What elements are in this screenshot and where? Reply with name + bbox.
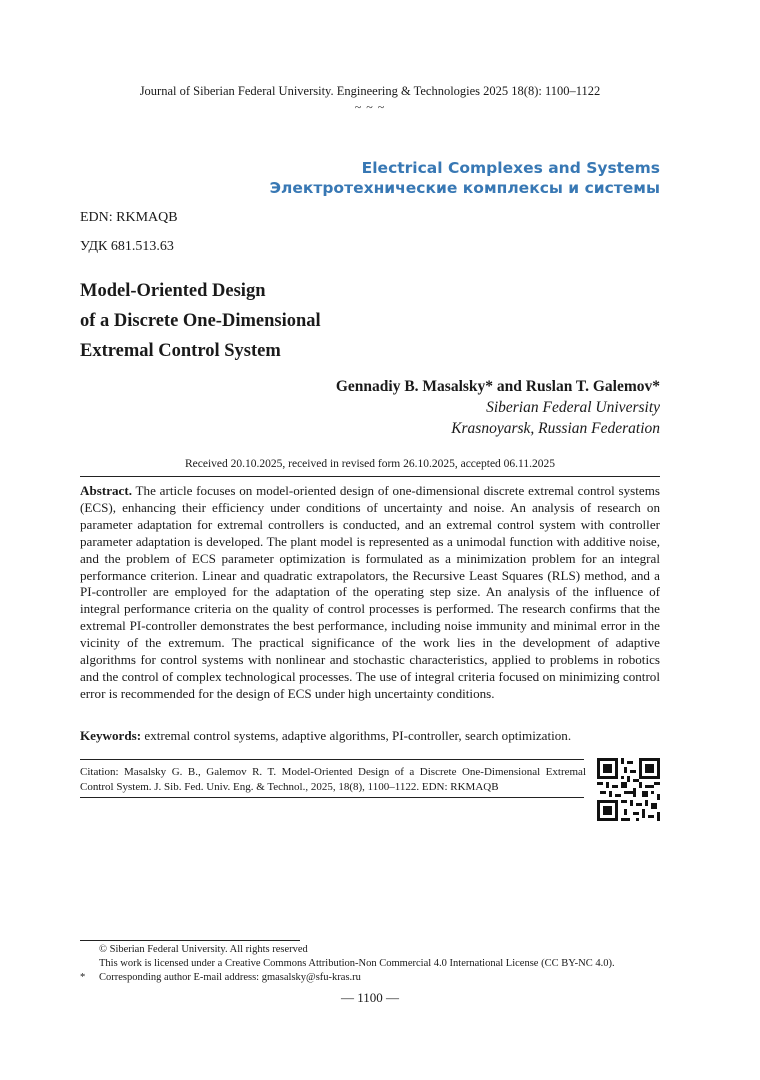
received-dates: Received 20.10.2025, received in revised form 26.10.2025, accepted 06.11.2025 bbox=[184, 458, 556, 470]
udk-label: УДК 681.513.63 bbox=[80, 239, 174, 254]
keywords-text: extremal control systems, adaptive algorithms, PI-controller, search optimization. bbox=[144, 728, 572, 743]
page-number: — 1100 — bbox=[340, 990, 400, 1005]
divider bbox=[80, 797, 584, 798]
footnote-copyright: © Siberian Federal University. All rights reserved bbox=[99, 944, 308, 955]
abstract-label: Abstract. bbox=[80, 483, 132, 498]
section-title-ru: Электротехнические комплексы и системы bbox=[269, 179, 660, 197]
article-title-line: Extremal Control System bbox=[80, 341, 281, 361]
footnote-rule bbox=[80, 940, 300, 941]
article-title-line: Model-Oriented Design bbox=[80, 281, 266, 301]
header-ornament: ~ ~ ~ bbox=[354, 100, 386, 114]
keywords-label: Keywords: bbox=[80, 728, 142, 743]
footnote-corresponding bbox=[80, 971, 361, 985]
abstract bbox=[80, 483, 660, 703]
section-title-en: Electrical Complexes and Systems bbox=[361, 159, 660, 177]
authors: Gennadiy B. Masalsky* and Ruslan T. Galemov* bbox=[335, 378, 660, 395]
abstract-text: The article focuses on model-oriented design of one-dimensional discrete extremal control systems (ECS), enhancing their efficiency under conditions of uncertainty and noise. An analysis of research on parameter adaptation for extremal controllers is conducted, and an extremal control system with controller parameter adaptation is developed. The plant model is represented as a unimodal function with additive noise, and the problem of ECS parameter optimization is formulated as a minimization problem for an integral performance criterion. Linear and quadratic extrapolators, the Recursive Least Squares (RLS) method, and a PI-controller are employed for the adaptation of the operating step size. An analysis of the influence of integral performance criteria on the quality of control processes is performed. The research confirms that the extremal PI-controller demonstrates the best performance, including noise immunity and minimal error in the vicinity of the extremum. The practical significance of the work lies in the development of adaptive algorithms for control systems with nonlinear and stochastic characteristics, applied to problems in robotics and the control of complex technological processes. The use of integral criteria focused on minimizing control error is recommended for the design of ECS under high uncertainty conditions. bbox=[80, 483, 660, 701]
divider bbox=[80, 476, 660, 477]
article-title-line: of a Discrete One-Dimensional bbox=[80, 311, 321, 331]
journal-header: Journal of Siberian Federal University. Engineering & Technologies 2025 18(8): 1100–1122 bbox=[139, 84, 601, 98]
keywords bbox=[80, 727, 660, 744]
qr-code-icon bbox=[597, 758, 660, 821]
affiliation: Siberian Federal University bbox=[486, 399, 660, 416]
divider bbox=[80, 759, 584, 760]
footnote-license: This work is licensed under a Creative Commons Attribution-Non Commercial 4.0 International License (CC BY-NC 4.0). bbox=[99, 958, 615, 969]
edn-label: EDN: RKMAQB bbox=[80, 210, 178, 225]
citation: Citation: Masalsky G. B., Galemov R. T. Model-Oriented Design of a Discrete One-Dimensional Extremal Control System. J. Sib. Fed. Univ. Eng. & Technol., 2025, 18(8), 1100–1122. EDN: RKMAQB bbox=[80, 766, 586, 793]
affiliation-location: Krasnoyarsk, Russian Federation bbox=[451, 420, 660, 437]
article-title bbox=[80, 276, 321, 366]
footnote-corresponding-text: Corresponding author E-mail address: gmasalsky@sfu-kras.ru bbox=[99, 972, 361, 983]
footnote-mark: * bbox=[80, 972, 86, 983]
